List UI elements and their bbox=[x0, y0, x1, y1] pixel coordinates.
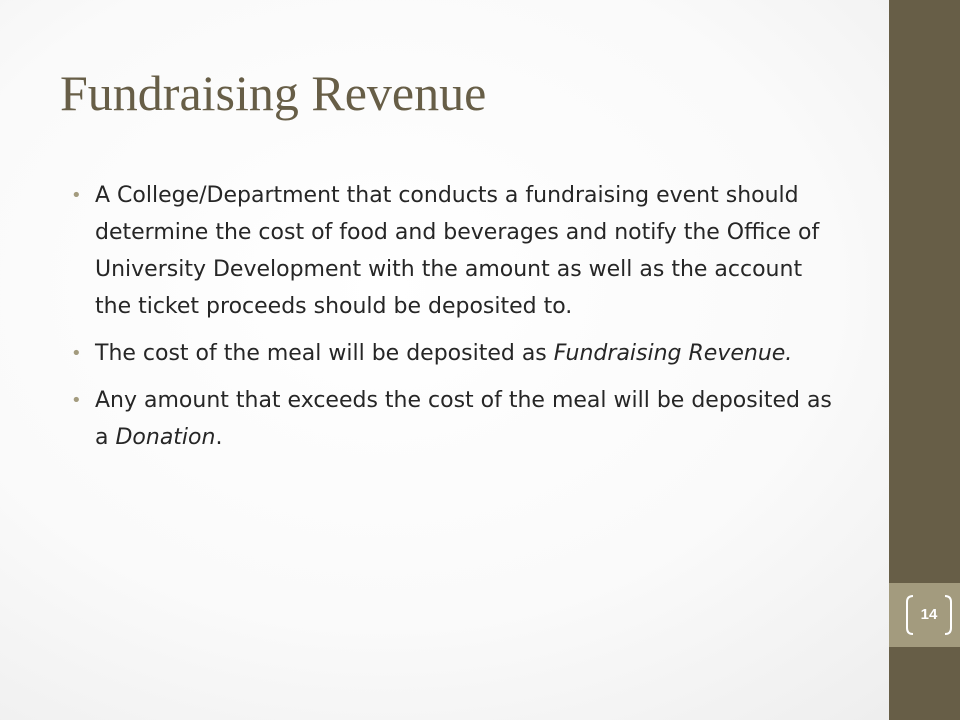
bullet-text-after: . bbox=[215, 425, 223, 450]
bullet-icon: • bbox=[71, 343, 82, 364]
bullet-icon: • bbox=[71, 185, 82, 206]
bullet-text: The cost of the meal will be deposited as bbox=[95, 341, 554, 366]
bullet-item bbox=[70, 335, 840, 372]
bullet-emphasis: Donation bbox=[115, 425, 216, 450]
bullet-emphasis: Fundraising Revenue. bbox=[553, 341, 793, 366]
bullet-item bbox=[70, 177, 840, 325]
slide-title: Fundraising Revenue bbox=[60, 65, 487, 121]
bullet-icon: • bbox=[71, 390, 82, 411]
bullet-list bbox=[70, 177, 840, 466]
bullet-item bbox=[70, 382, 840, 456]
bullet-text: Any amount that exceeds the cost of the meal will be deposited as a bbox=[95, 388, 832, 450]
bullet-text: A College/Department that conducts a fundraising event should determine the cost of food and beverages and notify the Office of University Development with the amount as well as the account the ticket proceeds should be deposited to. bbox=[95, 183, 820, 319]
page-number bbox=[904, 593, 954, 637]
page-number-text: 14 bbox=[920, 606, 938, 623]
